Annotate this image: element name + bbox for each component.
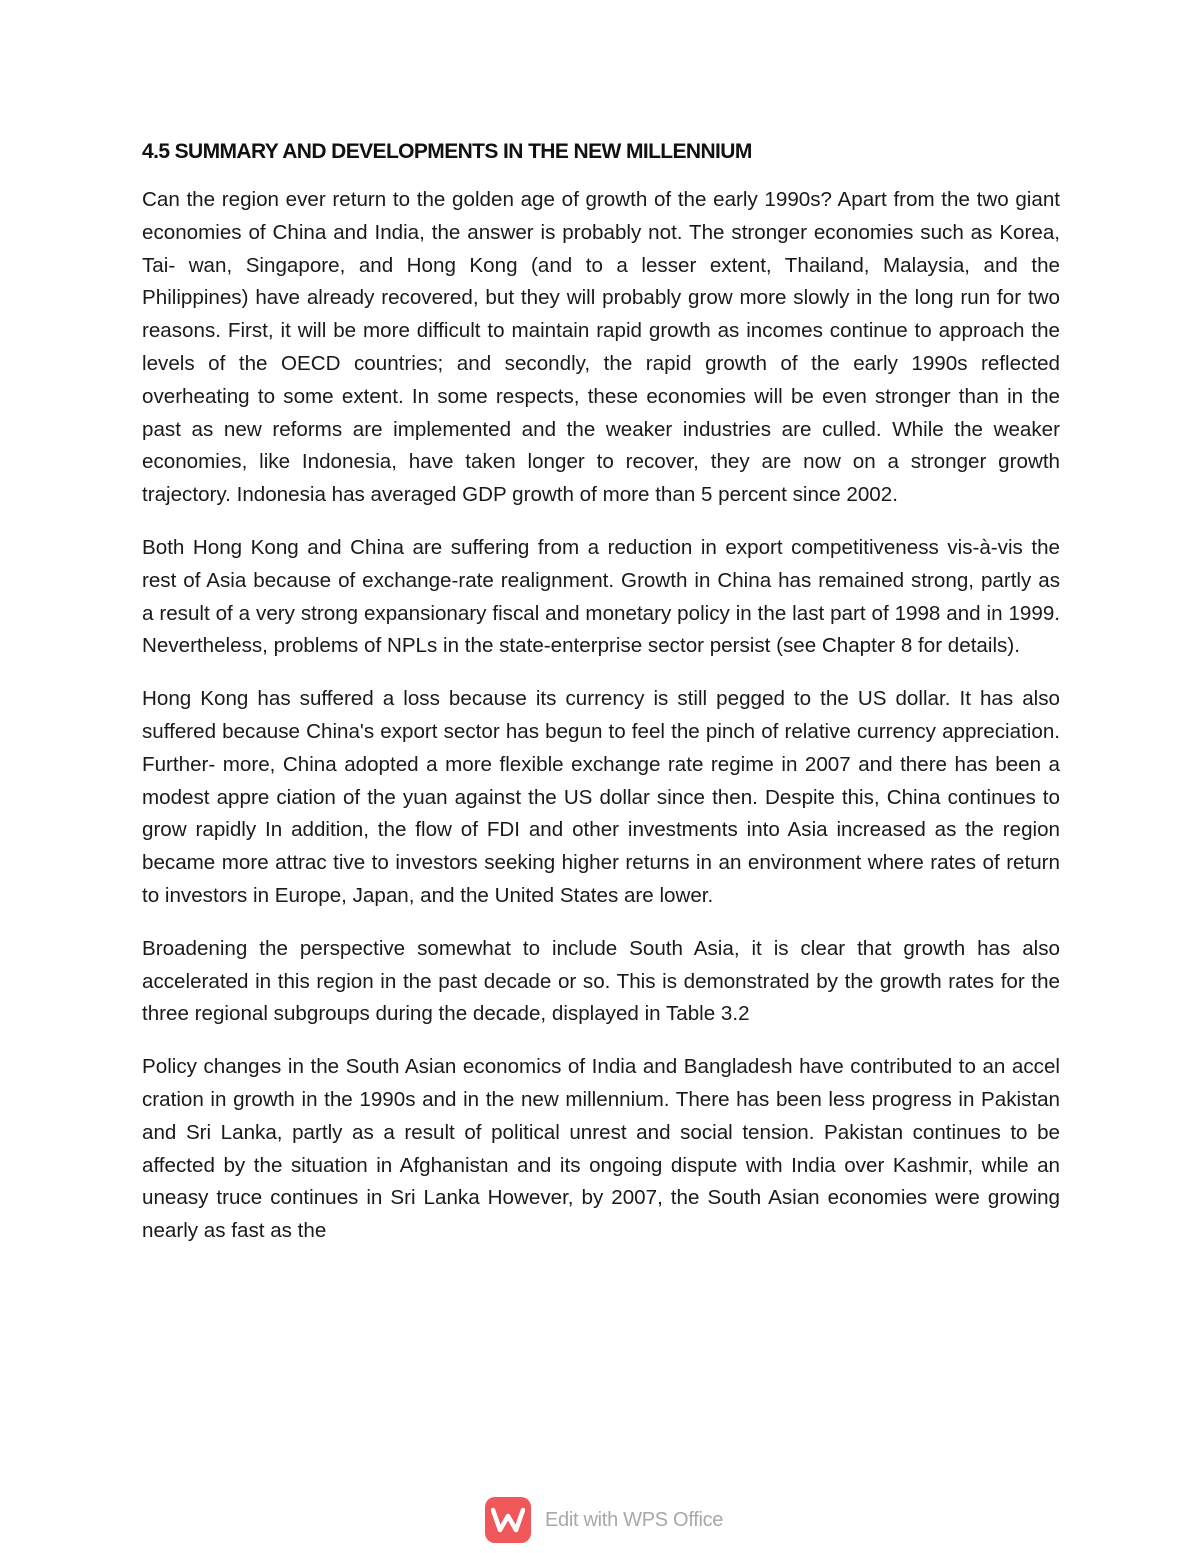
paragraph-3: Hong Kong has suffered a loss because its currency is still pegged to the US dollar. It has also suffered because China's export sector has begun to feel the pinch of relative currency appreciation. Further- more, China adopted a more flexible exchange rate regime in 2007 and there has been a modest appre ciation of the yuan against the US dollar since then. Despite this, China continues to grow rapidly In addition, the flow of FDI and other investments into Asia increased as the region became more attrac tive to investors seeking higher returns in an environment where rates of return to investors in Europe, Japan, and the United States are lower.: [142, 687, 1060, 907]
wps-edit-link[interactable]: [485, 1497, 723, 1543]
paragraph-4: Broadening the perspective somewhat to include South Asia, it is clear that growth has also accelerated in this region in the past decade or so. This is demonstrated by the growth rates for the three regional subgroups during the decade, displayed in Table 3.2: [142, 936, 1060, 1026]
paragraph-2: Both Hong Kong and China are suffering from a reduction in export competitiveness vis-à-vis the rest of Asia because of exchange-rate realignment. Growth in China has remained strong, partly as a result of a very strong expansionary fiscal and monetary policy in the last part of 1998 and in 1999. Nevertheless, problems of NPLs in the state-enterprise sector persist (see Chapter 8 for details).: [142, 535, 1060, 658]
wps-logo-icon: [485, 1497, 531, 1543]
paragraph-1: Can the region ever return to the golden age of growth of the early 1990s? Apart from the two giant economies of China and India, the answer is probably not. The stronger economies such as Korea, Tai- wan, Singapore, and Hong Kong (and to a lesser extent, Thailand, Malaysia, and the Philippines) have already recovered, but they will probably grow more slowly in the long run for two reasons. First, it will be more difficult to maintain rapid growth as incomes continue to approach the levels of the OECD countries; and secondly, the rapid growth of the early 1990s reflected overheating to some extent. In some respects, these economies will be even stronger than in the past as new reforms are implemented and the weaker industries are culled. While the weaker economies, like Indonesia, have taken longer to recover, they are now on a stronger growth trajectory. Indonesia has averaged GDP growth of more than 5 percent since 2002.: [142, 188, 1060, 507]
paragraph-5: Policy changes in the South Asian economics of India and Bangladesh have contributed to an accel cration in growth in the 1990s and in the new millennium. There has been less progress in Pakistan and Sri Lanka, partly as a result of political unrest and social tension. Pakistan continues to be affected by the situation in Afghanistan and its ongoing dispute with India over Kashmir, while an uneasy truce continues in Sri Lanka However, by 2007, the South Asian economies were growing nearly as fast as the: [142, 1055, 1060, 1243]
section-heading: 4.5 SUMMARY AND DEVELOPMENTS IN THE NEW MILLENNIUM: [142, 140, 752, 163]
wps-w-icon: [491, 1507, 525, 1533]
document-body: [142, 138, 1060, 1268]
wps-edit-label: Edit with WPS Office: [545, 1508, 724, 1531]
